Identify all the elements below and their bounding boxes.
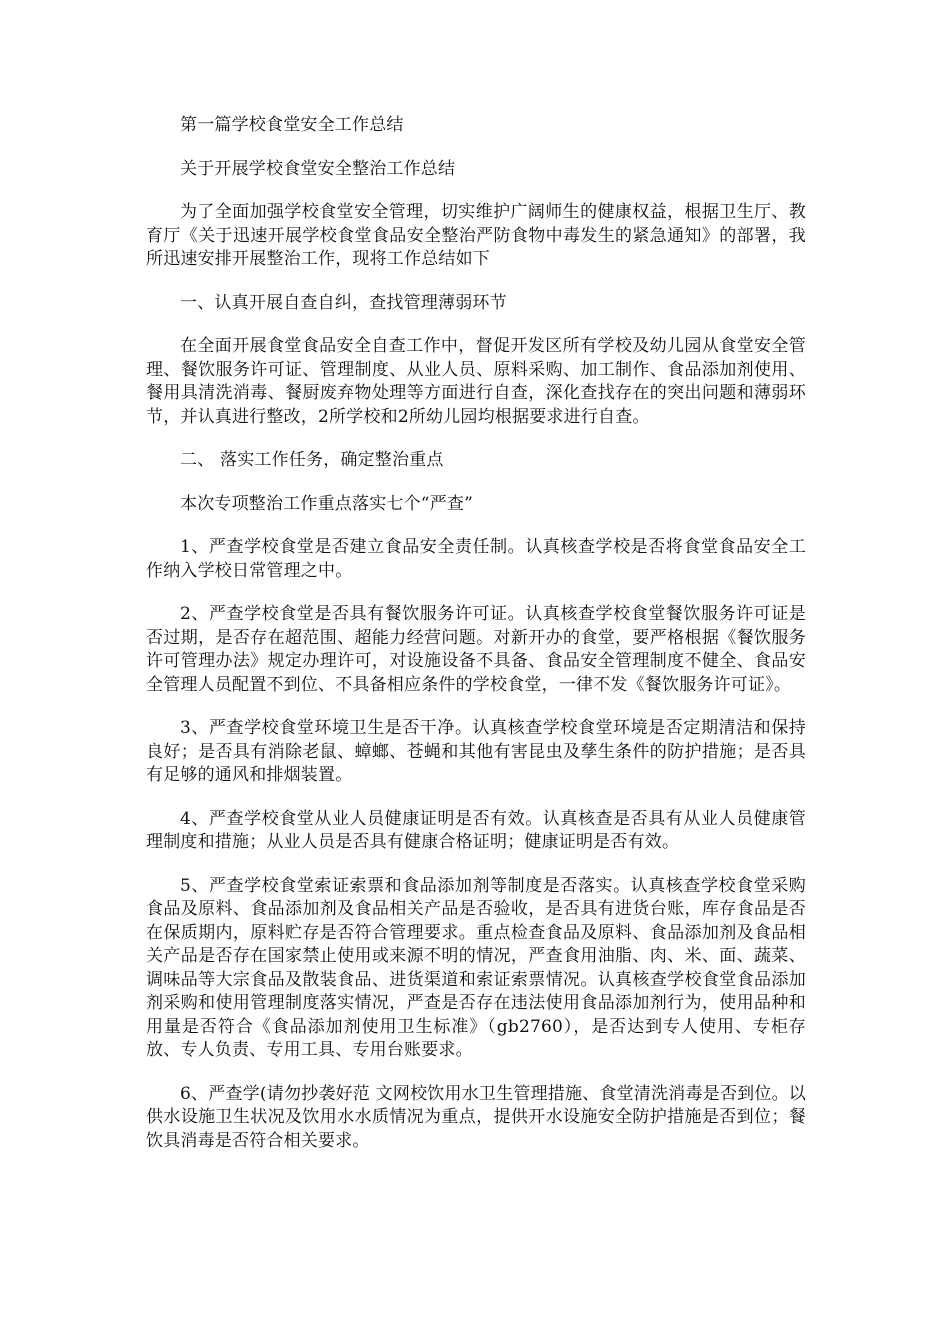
section-body-1: 在全面开展食堂食品安全自查工作中，督促开发区所有学校及幼儿园从食堂安全管理、餐饮服务许可证、管理制度、从业人员、原料采购、加工制作、食品添加剂使用、餐用具清洗消毒、餐厨废弃物处理等方面进行自查，深化查找存在的突出问题和薄弱环节，并认真进行整改，2所学校和2所幼儿园均根据要求进行自查。 (146, 336, 806, 427)
list-item: 4、严查学校食堂从业人员健康证明是否有效。认真核查是否具有从业人员健康管理制度和措施；从业人员是否具有健康合格证明；健康证明是否有效。 (146, 808, 806, 852)
document-title: 第一篇学校食堂安全工作总结 (180, 115, 404, 135)
list-item: 1、严查学校食堂是否建立食品安全责任制。认真核查学校是否将食堂食品安全工作纳入学校日常管理之中。 (146, 537, 806, 581)
list-item: 3、严查学校食堂环境卫生是否干净。认真核查学校食堂环境是否定期清洁和保持良好；是否具有消除老鼠、蟑螂、苍蝇和其他有害昆虫及孳生条件的防护措施；是否具有足够的通风和排烟装置。 (146, 718, 806, 785)
list-item: 5、严查学校食堂索证索票和食品添加剂等制度是否落实。认真核查学校食堂采购食品及原料、食品添加剂及食品相关产品是否验收，是否具有进货台账，库存食品是否在保质期内，原料贮存是否符合管理要求。重点检查食品及原料、食品添加剂及食品相关产品是否存在国家禁止使用或来源不明的情况，严查食用油脂、肉、米、面、蔬菜、调味品等大宗食品及散装食品、进货渠道和索证索票情况。认真核查学校食堂食品添加剂采购和使用管理制度落实情况，严查是否存在违法使用食品添加剂行为，使用品种和用量是否符合《食品添加剂使用卫生标准》（gb2760），是否达到专人使用、专柜存放、专人负责、专用工具、专用台账要求。 (146, 875, 806, 1060)
section-intro-2: 本次专项整治工作重点落实七个“严查” (180, 493, 473, 514)
document-page (146, 114, 806, 1153)
list-item: 6、严查学(请勿抄袭好范 文网校饮用水卫生管理措施、食堂清洗消毒是否到位。以供水设施卫生状况及饮用水水质情况为重点，提供开水设施安全防护措施是否到位；餐饮具消毒是否符合相关要求。 (146, 1083, 806, 1151)
intro-paragraph: 为了全面加强学校食堂安全管理，切实维护广阔师生的健康权益，根据卫生厅、教育厅《关于迅速开展学校食堂食品安全整治严防食物中毒发生的紧急通知》的部署，我所迅速安排开展整治工作，现将工作总结如下 (146, 202, 806, 269)
document-subtitle: 关于开展学校食堂安全整治工作总结 (180, 158, 456, 179)
list-item: 2、严查学校食堂是否具有餐饮服务许可证。认真核查学校食堂餐饮服务许可证是否过期，是否存在超范围、超能力经营问题。对新开办的食堂，要严格根据《餐饮服务许可管理办法》规定办理许可，对设施设备不具备、食品安全管理制度不健全、食品安全管理人员配置不到位、不具备相应条件的学校食堂，一律不发《餐饮服务许可证》。 (146, 604, 806, 695)
section-heading-2: 二、 落实工作任务，确定整治重点 (180, 450, 444, 470)
section-heading-1: 一、认真开展自查自纠，查找管理薄弱环节 (180, 292, 507, 313)
